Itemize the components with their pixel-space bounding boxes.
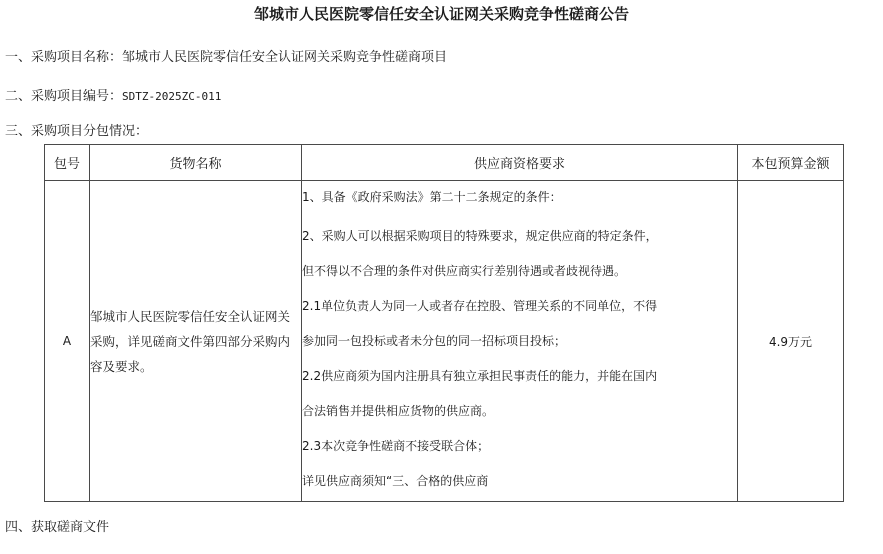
requirement-item: 2、采购人可以根据采购项目的特殊要求，规定供应商的特定条件， 但不得以不合理的条件对供应商实行差别待遇或者歧视待遇。 [302, 228, 658, 278]
requirement-item: 2.1单位负责人为同一人或者存在控股、管理关系的不同单位，不得 参加同一包投标或者未分包的同一招标项目投标； [302, 298, 658, 348]
section-project-number [5, 85, 221, 104]
package-cell: A [45, 181, 90, 502]
project-name-value: 邹城市人民医院零信任安全认证网关采购竞争性磋商项目 [122, 50, 448, 65]
table-row [45, 181, 844, 502]
section-packages [5, 120, 148, 139]
requirement-item: 2.3本次竞争性磋商不接受联合体； [302, 438, 490, 453]
project-number-value: SDTZ-2025ZC-011 [122, 90, 222, 103]
requirement-item: 1、具备《政府采购法》第二十二条规定的条件： [302, 189, 562, 204]
section-label: 二、采购项目编号： [5, 89, 123, 104]
header-goods: 货物名称 [90, 145, 302, 181]
package-table [44, 144, 844, 502]
header-requirements: 供应商资格要求 [302, 145, 738, 181]
requirement-item: 2.2供应商须为国内注册具有独立承担民事责任的能力，并能在国内 合法销售并提供相应货物的供应商。 [302, 368, 658, 418]
goods-cell: 邹城市人民医院零信任安全认证网关采购，详见磋商文件第四部分采购内容及要求。 [90, 181, 302, 502]
section-label: 四、获取磋商文件 [5, 520, 110, 535]
budget-cell: 4.9万元 [738, 181, 844, 502]
header-package: 包号 [45, 145, 90, 181]
header-budget: 本包预算金额 [738, 145, 844, 181]
section-label: 三、采购项目分包情况： [5, 124, 149, 139]
section-obtain-documents [5, 516, 109, 535]
page-title: 邹城市人民医院零信任安全认证网关采购竞争性磋商公告 [253, 5, 629, 23]
requirement-item: 详见供应商须知“三、合格的供应商 [302, 473, 489, 488]
section-label: 一、采购项目名称： [5, 50, 123, 65]
table-header-row [45, 145, 844, 181]
requirements-cell [302, 181, 738, 502]
section-project-name [5, 46, 447, 65]
